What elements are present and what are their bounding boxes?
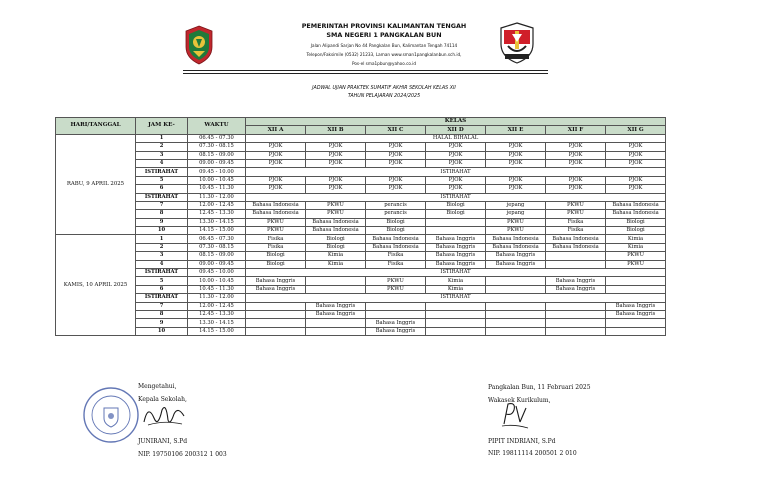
subject-cell: PJOK: [426, 176, 486, 184]
jam-cell: 10: [136, 227, 188, 235]
subject-cell: Biologi: [606, 227, 666, 235]
subject-cell: PJOK: [486, 159, 546, 167]
table-row: [56, 227, 666, 235]
subject-cell: jepang: [486, 201, 546, 209]
subject-cell: Biologi: [246, 260, 306, 268]
table-row: [56, 294, 666, 302]
subject-cell: Bahasa Inggris: [306, 310, 366, 318]
day-label: RABU, 9 APRIL 2025: [56, 134, 136, 235]
subject-cell: PKWU: [486, 218, 546, 226]
subject-cell: [546, 252, 606, 260]
subject-cell: Biologi: [366, 227, 426, 235]
subject-cell: PKWU: [246, 218, 306, 226]
subject-cell: PJOK: [606, 143, 666, 151]
subject-cell: PJOK: [546, 176, 606, 184]
subject-cell: [306, 319, 366, 327]
table-row: [56, 218, 666, 226]
principal-signature-icon: [140, 400, 188, 430]
subject-cell: [246, 327, 306, 335]
waktu-cell: 13.30 - 14.15: [188, 218, 246, 226]
subject-cell: [426, 319, 486, 327]
subject-cell: Bahasa Indonesia: [366, 243, 426, 251]
exam-schedule-table: [55, 117, 666, 336]
subject-cell: [546, 319, 606, 327]
sig-right-role: Wakasek Kurikulum,: [488, 397, 551, 404]
waktu-cell: 12.45 - 13.30: [188, 310, 246, 318]
waktu-cell: 09.00 - 09.45: [188, 159, 246, 167]
subject-cell: PKWU: [546, 201, 606, 209]
table-row: [56, 285, 666, 293]
subject-cell: PJOK: [546, 185, 606, 193]
jam-cell: 8: [136, 210, 188, 218]
table-row: [56, 235, 666, 243]
table-row: [56, 260, 666, 268]
table-row: [56, 269, 666, 277]
subject-cell: PJOK: [246, 185, 306, 193]
table-row: [56, 159, 666, 167]
waktu-cell: 10.00 - 10.45: [188, 176, 246, 184]
subject-cell: Fisika: [546, 218, 606, 226]
subject-cell: Bahasa Indonesia: [606, 210, 666, 218]
subject-cell: PJOK: [246, 159, 306, 167]
letterhead-divider-thin: [183, 73, 548, 74]
subject-cell: Biologi: [366, 218, 426, 226]
subject-cell: PJOK: [366, 176, 426, 184]
letterhead-email: Pos-el sma1pbun@yahoo.co.id: [351, 61, 417, 66]
subject-cell: PKWU: [246, 227, 306, 235]
subject-cell: Fisika: [246, 243, 306, 251]
waktu-cell: 08.15 - 09.00: [188, 151, 246, 159]
subject-cell: PJOK: [546, 159, 606, 167]
table-row: [56, 310, 666, 318]
jam-cell: 6: [136, 185, 188, 193]
sig-left-acknowledged: Mengetahui,: [138, 383, 177, 390]
letterhead-address: Jalan Alipandi Sarjan No 44 Pangkalan Bun, Kalimantan Tengah 74114: [310, 43, 458, 48]
table-row: [56, 319, 666, 327]
subject-cell: Fisika: [246, 235, 306, 243]
jam-cell: ISTIRAHAT: [136, 294, 188, 302]
subject-cell: Bahasa Inggris: [426, 235, 486, 243]
day-label: KAMIS, 10 APRIL 2025: [56, 235, 136, 336]
sig-left-nip: NIP. 19750106 200312 1 003: [138, 451, 227, 458]
subject-cell: Fisika: [546, 227, 606, 235]
subject-cell: [246, 319, 306, 327]
subject-cell: Kimia: [426, 285, 486, 293]
subject-cell: PJOK: [606, 176, 666, 184]
subject-cell: Bahasa Inggris: [606, 302, 666, 310]
subject-cell: PKWU: [606, 260, 666, 268]
waktu-cell: 14.15 - 15.00: [188, 327, 246, 335]
subject-cell: [606, 277, 666, 285]
subject-cell: perancis: [366, 201, 426, 209]
subject-cell: [606, 285, 666, 293]
subject-cell: PJOK: [366, 143, 426, 151]
subject-cell: [606, 327, 666, 335]
subject-cell: [426, 227, 486, 235]
subject-cell: PKWU: [546, 210, 606, 218]
subject-cell: Bahasa Indonesia: [546, 243, 606, 251]
subject-cell: PJOK: [486, 176, 546, 184]
waktu-cell: 08.15 - 09.00: [188, 252, 246, 260]
sig-left-role: Kepala Sekolah,: [138, 396, 187, 403]
subject-cell: [486, 327, 546, 335]
header-class: XII F: [546, 126, 606, 134]
waktu-cell: 11.30 - 12.00: [188, 294, 246, 302]
waktu-cell: 07.30 - 08.15: [188, 143, 246, 151]
waktu-cell: 06.45 - 07.30: [188, 134, 246, 142]
waktu-cell: 06.45 - 07.30: [188, 235, 246, 243]
jam-cell: 5: [136, 277, 188, 285]
table-row: [56, 201, 666, 209]
subject-cell: [246, 310, 306, 318]
subject-cell: Bahasa Inggris: [246, 277, 306, 285]
header-class: XII E: [486, 126, 546, 134]
subject-cell: Bahasa Indonesia: [306, 218, 366, 226]
sig-right-name: PIPIT INDRIANI, S.Pd: [488, 438, 556, 445]
subject-cell: Biologi: [246, 252, 306, 260]
span-cell: ISTIRAHAT: [246, 193, 666, 201]
subject-cell: jepang: [486, 210, 546, 218]
span-cell: ISTIRAHAT: [246, 269, 666, 277]
header-class: XII B: [306, 126, 366, 134]
header-day: HARI/TANGGAL: [56, 118, 136, 135]
subject-cell: Kimia: [306, 260, 366, 268]
subject-cell: Kimia: [606, 243, 666, 251]
subject-cell: [546, 260, 606, 268]
subject-cell: PJOK: [306, 185, 366, 193]
table-row: [56, 134, 666, 142]
subject-cell: PJOK: [306, 159, 366, 167]
school-stamp-icon: [82, 386, 140, 444]
subject-cell: PJOK: [426, 143, 486, 151]
header-jam: JAM KE-: [136, 118, 188, 135]
kalteng-province-logo-icon: [185, 25, 213, 65]
subject-cell: Bahasa Indonesia: [606, 201, 666, 209]
span-cell: HALAL BIHALAL: [246, 134, 666, 142]
waktu-cell: 10.45 - 11.30: [188, 285, 246, 293]
jam-cell: 3: [136, 151, 188, 159]
sig-right-place-date: Pangkalan Bun, 11 Februari 2025: [488, 384, 591, 391]
subject-cell: [486, 310, 546, 318]
table-row: [56, 252, 666, 260]
subject-cell: perancis: [366, 210, 426, 218]
subject-cell: PJOK: [366, 185, 426, 193]
subject-cell: Fisika: [366, 260, 426, 268]
jam-cell: 10: [136, 327, 188, 335]
subject-cell: Bahasa Inggris: [366, 327, 426, 335]
subject-cell: PKWU: [606, 252, 666, 260]
header-waktu: WAKTU: [188, 118, 246, 135]
header-kelas: KELAS: [246, 118, 666, 126]
subject-cell: PJOK: [426, 159, 486, 167]
jam-cell: 4: [136, 260, 188, 268]
table-row: [56, 327, 666, 335]
subject-cell: [426, 327, 486, 335]
letterhead-divider: [183, 70, 548, 71]
jam-cell: 1: [136, 235, 188, 243]
jam-cell: 1: [136, 134, 188, 142]
subject-cell: Bahasa Indonesia: [246, 201, 306, 209]
subject-cell: PKWU: [366, 285, 426, 293]
subject-cell: Bahasa Inggris: [546, 277, 606, 285]
subject-cell: [486, 302, 546, 310]
table-row: [56, 143, 666, 151]
subject-cell: Bahasa Inggris: [306, 302, 366, 310]
subject-cell: PJOK: [546, 143, 606, 151]
waktu-cell: 09.45 - 10.00: [188, 269, 246, 277]
waktu-cell: 13.30 - 14.15: [188, 319, 246, 327]
table-row: [56, 176, 666, 184]
subject-cell: PJOK: [366, 151, 426, 159]
table-row: [56, 243, 666, 251]
document-subtitle: TAHUN PELAJARAN 2024/2025: [347, 94, 421, 99]
subject-cell: Bahasa Inggris: [426, 243, 486, 251]
subject-cell: PJOK: [366, 159, 426, 167]
jam-cell: 7: [136, 302, 188, 310]
waktu-cell: 09.45 - 10.00: [188, 168, 246, 176]
subject-cell: Bahasa Indonesia: [306, 227, 366, 235]
subject-cell: PJOK: [306, 143, 366, 151]
subject-cell: Bahasa Inggris: [546, 285, 606, 293]
subject-cell: Biologi: [306, 243, 366, 251]
subject-cell: PJOK: [306, 151, 366, 159]
subject-cell: PJOK: [606, 159, 666, 167]
header-class: XII C: [366, 126, 426, 134]
subject-cell: Bahasa Inggris: [426, 260, 486, 268]
subject-cell: PJOK: [426, 185, 486, 193]
sig-right-nip: NIP. 19811114 200501 2 010: [488, 450, 577, 457]
subject-cell: [426, 218, 486, 226]
header-class: XII D: [426, 126, 486, 134]
subject-cell: Fisika: [366, 252, 426, 260]
subject-cell: [486, 319, 546, 327]
jam-cell: 6: [136, 285, 188, 293]
subject-cell: Biologi: [306, 235, 366, 243]
sig-left-name: JUNIRANI, S.Pd: [138, 438, 188, 445]
subject-cell: [426, 302, 486, 310]
subject-cell: [306, 327, 366, 335]
jam-cell: 9: [136, 319, 188, 327]
subject-cell: Bahasa Indonesia: [246, 210, 306, 218]
jam-cell: ISTIRAHAT: [136, 269, 188, 277]
letterhead-phone: Telepon/Faksimile (0532) 21233, Laman www.sman1pangkalanbun.sch.id,: [306, 52, 462, 57]
subject-cell: Biologi: [606, 218, 666, 226]
waktu-cell: 11.30 - 12.00: [188, 193, 246, 201]
subject-cell: [546, 302, 606, 310]
subject-cell: Bahasa Indonesia: [486, 243, 546, 251]
subject-cell: [366, 302, 426, 310]
header-class: XII G: [606, 126, 666, 134]
subject-cell: PJOK: [486, 185, 546, 193]
waktu-cell: 07.30 - 08.15: [188, 243, 246, 251]
span-cell: ISTIRAHAT: [246, 294, 666, 302]
table-row: [56, 185, 666, 193]
subject-cell: [546, 327, 606, 335]
table-row: [56, 210, 666, 218]
waktu-cell: 10.45 - 11.30: [188, 185, 246, 193]
subject-cell: Biologi: [426, 201, 486, 209]
subject-cell: Biologi: [426, 210, 486, 218]
table-row: [56, 302, 666, 310]
jam-cell: ISTIRAHAT: [136, 168, 188, 176]
subject-cell: Bahasa Indonesia: [366, 235, 426, 243]
waktu-cell: 14.15 - 15.00: [188, 227, 246, 235]
jam-cell: 3: [136, 252, 188, 260]
subject-cell: PKWU: [486, 227, 546, 235]
subject-cell: PKWU: [306, 201, 366, 209]
table-row: [56, 168, 666, 176]
jam-cell: ISTIRAHAT: [136, 193, 188, 201]
subject-cell: Bahasa Inggris: [486, 252, 546, 260]
subject-cell: Kimia: [306, 252, 366, 260]
subject-cell: [486, 285, 546, 293]
table-row: [56, 277, 666, 285]
table-row: [56, 193, 666, 201]
subject-cell: PJOK: [246, 151, 306, 159]
subject-cell: [306, 285, 366, 293]
document-title: JADWAL UJIAN PRAKTEK SUMATIF AKHIR SEKOLAH KELAS XII: [312, 86, 456, 91]
subject-cell: PJOK: [606, 185, 666, 193]
jam-cell: 9: [136, 218, 188, 226]
waktu-cell: 09.00 - 09.45: [188, 260, 246, 268]
letterhead-school: SMA NEGERI 1 PANGKALAN BUN: [326, 31, 442, 39]
jam-cell: 4: [136, 159, 188, 167]
waktu-cell: 10.00 - 10.45: [188, 277, 246, 285]
subject-cell: [426, 310, 486, 318]
schedule-body: [56, 134, 666, 335]
subject-cell: PKWU: [366, 277, 426, 285]
subject-cell: Kimia: [426, 277, 486, 285]
subject-cell: [246, 302, 306, 310]
jam-cell: 7: [136, 201, 188, 209]
subject-cell: Bahasa Inggris: [366, 319, 426, 327]
subject-cell: PJOK: [246, 176, 306, 184]
subject-cell: PJOK: [426, 151, 486, 159]
subject-cell: Kimia: [606, 235, 666, 243]
subject-cell: Bahasa Inggris: [246, 285, 306, 293]
jam-cell: 2: [136, 243, 188, 251]
letterhead-province: PEMERINTAH PROVINSI KALIMANTAN TENGAH: [301, 22, 467, 30]
subject-cell: [546, 310, 606, 318]
subject-cell: PJOK: [606, 151, 666, 159]
subject-cell: PJOK: [306, 176, 366, 184]
waktu-cell: 12.00 - 12.45: [188, 302, 246, 310]
subject-cell: PKWU: [306, 210, 366, 218]
span-cell: ISTIRAHAT: [246, 168, 666, 176]
subject-cell: [306, 277, 366, 285]
header-class: XII A: [246, 126, 306, 134]
subject-cell: [486, 277, 546, 285]
subject-cell: [606, 319, 666, 327]
subject-cell: PJOK: [246, 143, 306, 151]
subject-cell: Bahasa Indonesia: [546, 235, 606, 243]
subject-cell: PJOK: [546, 151, 606, 159]
table-row: [56, 151, 666, 159]
jam-cell: 2: [136, 143, 188, 151]
subject-cell: Bahasa Inggris: [426, 252, 486, 260]
jam-cell: 5: [136, 176, 188, 184]
subject-cell: PJOK: [486, 143, 546, 151]
jam-cell: 8: [136, 310, 188, 318]
subject-cell: PJOK: [486, 151, 546, 159]
waktu-cell: 12.00 - 12.45: [188, 201, 246, 209]
subject-cell: [366, 310, 426, 318]
subject-cell: Bahasa Inggris: [486, 260, 546, 268]
subject-cell: Bahasa Indonesia: [486, 235, 546, 243]
waktu-cell: 12.45 - 13.30: [188, 210, 246, 218]
subject-cell: Bahasa Inggris: [606, 310, 666, 318]
